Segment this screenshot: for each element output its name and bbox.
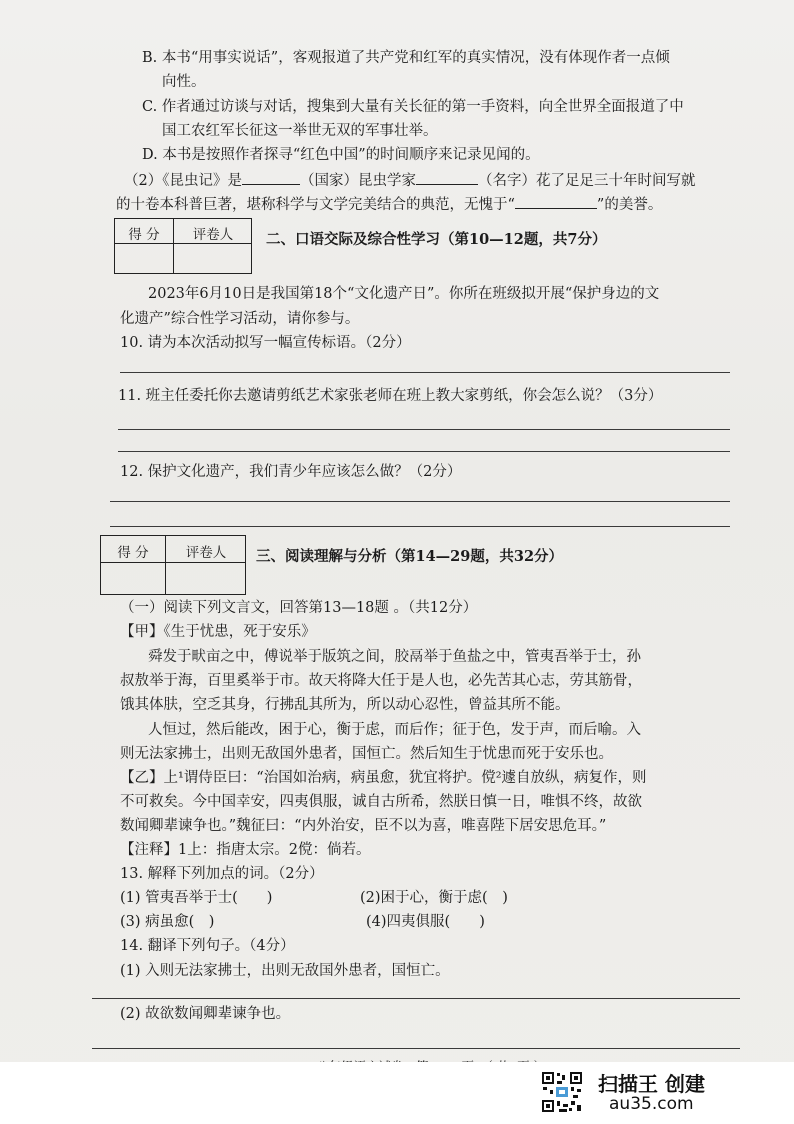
- section-2-intro-2: 化遗产”综合性学习活动，请你参与。: [120, 311, 360, 327]
- answer-line-q10[interactable]: [120, 372, 730, 373]
- passage-jia-p2-1: 人恒过，然后能改，困于心，衡于虑，而后作；征于色，发于声，而后喻。入: [148, 722, 641, 738]
- passage-jia-p1-1: 舜发于畎亩之中，傅说举于版筑之间，胶鬲举于鱼盐之中，管夷吾举于士，孙: [148, 649, 641, 665]
- passage-jia-title: 【甲】《生于忧患，死于安乐》: [120, 624, 316, 640]
- q2-part-c: （名字）花了足足三十年时间写就: [477, 173, 696, 189]
- subsection-1-title: （一）阅读下列文言文，回答第13—18题 。（共12分）: [120, 600, 478, 616]
- section-2-intro-1: 2023年6月10日是我国第18个“文化遗产日”。你所在班级拟开展“保护身边的文: [148, 286, 660, 302]
- grader-label: 评卷人: [185, 545, 227, 561]
- passage-jia-p2-2: 则无法家拂士，出则无敌国外患者，国恒亡。然后知生于忧患而死于安乐也。: [120, 746, 613, 762]
- annotation-note: 【注释】1上：指唐太宗。2傥：倘若。: [120, 842, 371, 858]
- passage-yi-1: 【乙】上¹谓侍臣曰：“治国如治病，病虽愈，犹宜将护。傥²遽自放纵，病复作，则: [120, 770, 647, 786]
- score-label: 得 分: [128, 227, 160, 243]
- question-2-line-2: [116, 194, 662, 215]
- q2-line2-b: ”的美誉。: [596, 197, 663, 213]
- question-14: 14. 翻译下列句子。（4分）: [120, 938, 295, 954]
- grader-label: 评卷人: [192, 227, 234, 243]
- score-box-row-divider: [115, 243, 251, 244]
- option-c-line-2: 国工农红军长征这一举世无双的军事壮举。: [162, 123, 438, 139]
- score-box-row-divider: [101, 562, 245, 563]
- option-c-line-1: C. 作者通过访谈与对话，搜集到大量有关长征的第一手资料，向全世界全面报道了中: [142, 99, 684, 115]
- q2-line2-a: 的十卷本科普巨著，堪称科学与文学完美结合的典范，无愧于“: [116, 197, 515, 213]
- q2-part-a: （2）《昆虫记》是: [124, 173, 242, 189]
- answer-line-q12-1[interactable]: [110, 501, 730, 502]
- country-blank[interactable]: [242, 170, 300, 185]
- option-d: D. 本书是按照作者探寻“红色中国”的时间顺序来记录见闻的。: [142, 147, 540, 163]
- passage-jia-p1-3: 饿其体肤，空乏其身，行拂乱其所为，所以动心忍性，曾益其所不能。: [120, 697, 570, 713]
- name-blank[interactable]: [416, 170, 478, 185]
- q2-part-b: （国家）昆虫学家: [299, 173, 416, 189]
- question-10: 10. 请为本次活动拟写一幅宣传标语。（2分）: [120, 335, 411, 351]
- passage-jia-p1-2: 叔敖举于海，百里奚举于市。故天将降大任于是人也，必先苦其心志，劳其筋骨，: [120, 673, 642, 689]
- question-13-2: (2)困于心，衡于虑( ): [360, 890, 508, 906]
- section-3-title: 三、阅读理解与分析（第14—29题，共32分）: [256, 548, 564, 565]
- question-13-1: (1) 管夷吾举于士( ): [120, 890, 273, 906]
- answer-line-q11-2[interactable]: [118, 451, 730, 452]
- question-13-3: (3) 病虽愈( ): [120, 914, 215, 930]
- watermark-site: au35.com: [609, 1094, 694, 1114]
- passage-yi-2: 不可救矣。今中国幸安，四夷俱服，诚自古所希，然朕日慎一日，唯惧不终，故欲: [120, 794, 642, 810]
- watermark-brand: 扫描王 创建: [598, 1072, 705, 1096]
- answer-line-q12-2[interactable]: [110, 526, 730, 527]
- question-14-2: (2) 故欲数闻卿辈谏争也。: [120, 1006, 291, 1022]
- answer-line-q14-1[interactable]: [92, 998, 740, 999]
- section-2-title: 二、口语交际及综合性学习（第10—12题，共7分）: [266, 231, 607, 248]
- option-b-line-2: 向性。: [162, 74, 206, 90]
- qr-code-icon: [541, 1071, 583, 1113]
- question-14-1: (1) 入则无法家拂士，出则无敌国外患者，国恒亡。: [120, 963, 450, 979]
- question-2-line-1: [124, 170, 695, 191]
- watermark-strip: [0, 1062, 794, 1124]
- answer-line-q11-1[interactable]: [118, 429, 730, 430]
- reputation-blank[interactable]: [515, 194, 597, 209]
- question-13: 13. 解释下列加点的词。（2分）: [120, 866, 324, 882]
- option-b-line-1: B. 本书“用事实说话”，客观报道了共产党和红军的真实情况，没有体现作者一点倾: [142, 50, 670, 66]
- score-label: 得 分: [117, 545, 149, 561]
- passage-yi-3: 数闻卿辈谏争也。”魏征曰：“内外治安，臣不以为喜，唯喜陛下居安思危耳。”: [120, 818, 607, 834]
- answer-line-q14-2[interactable]: [92, 1048, 740, 1049]
- question-12: 12. 保护文化遗产，我们青少年应该怎么做？（2分）: [120, 464, 462, 480]
- score-box-divider: [173, 219, 174, 273]
- score-box-section-2: [114, 218, 252, 274]
- score-box-divider: [165, 536, 166, 594]
- question-13-4: (4)四夷俱服( ): [366, 914, 485, 930]
- question-11: 11. 班主任委托你去邀请剪纸艺术家张老师在班上教大家剪纸，你会怎么说？（3分）: [118, 388, 663, 404]
- score-box-section-3: [100, 535, 246, 595]
